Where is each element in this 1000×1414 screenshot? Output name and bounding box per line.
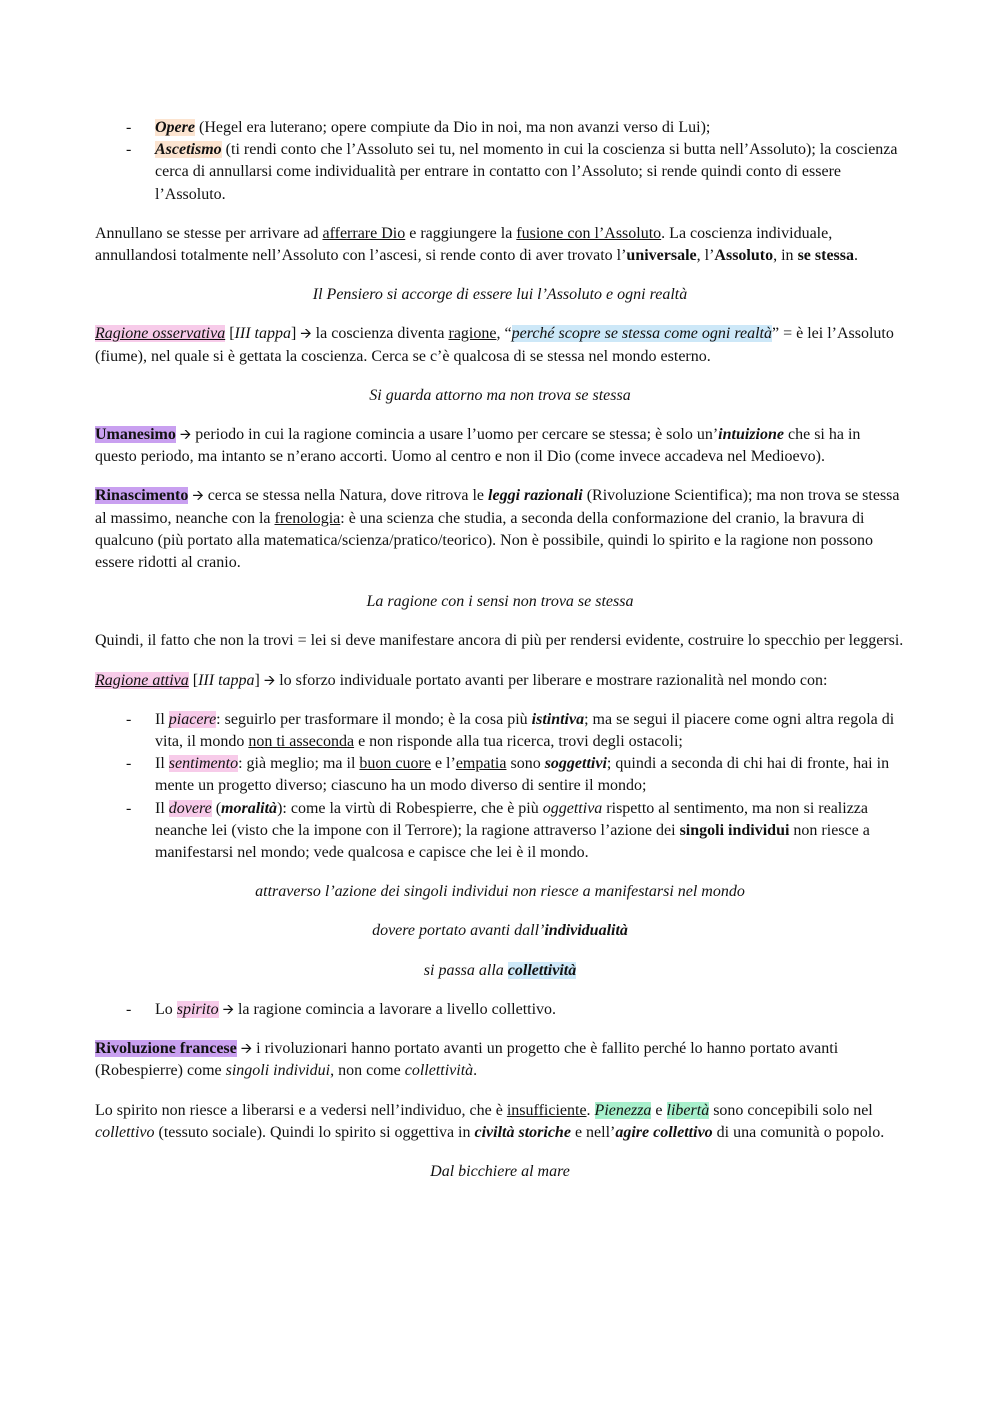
text: : già meglio; ma il <box>238 755 360 773</box>
arrow-right-icon: 🡪 <box>300 326 312 343</box>
text: cerca se stessa nella Natura, dove ritrova le <box>203 487 489 505</box>
list-item <box>155 999 905 1021</box>
centered-caption <box>95 920 905 942</box>
quote-highlight: perché scopre se stessa come ogni realtà <box>511 325 772 343</box>
paragraph-umanesimo <box>95 424 905 468</box>
italic-collettivita: collettività <box>404 1062 474 1080</box>
text: ” = è lei l’Assoluto (fiume), nel quale si è gettata la coscienza. Cerca se c’è qualcosa di se stessa nel mondo esterno. <box>95 325 894 365</box>
arrow-right-icon: 🡪 <box>240 1041 253 1058</box>
list-item <box>155 117 905 139</box>
text: ] <box>290 325 301 343</box>
tappa-label: III tappa <box>198 671 255 689</box>
text: e l’ <box>430 755 456 773</box>
text: [ <box>188 671 199 689</box>
underline-buon-cuore: buon cuore <box>359 755 431 773</box>
list-item <box>155 709 905 753</box>
centered-caption: La ragione con i sensi non trova se stessa <box>366 593 634 611</box>
term-ascetismo: Ascetismo <box>155 141 222 159</box>
tappa-label: III tappa <box>234 325 291 343</box>
term-pienezza: Pienezza <box>594 1101 652 1119</box>
term-rivoluzione-francese: Rivoluzione francese <box>95 1040 237 1058</box>
bold-universale: universale <box>626 247 697 265</box>
text: (Rivoluzione Scientifica); ma non trova se stessa al massimo, neanche con la <box>95 487 900 527</box>
underline-afferrare-dio: afferrare Dio <box>322 224 406 242</box>
text: rispetto al sentimento, ma non si realizza neanche lei (visto che la impone con il Terrore); la ragione attraverso l’azione dei <box>155 799 868 839</box>
text: Il <box>155 799 169 817</box>
paragraph-rivoluzione <box>95 1038 905 1082</box>
underline-insufficiente: insufficiente <box>506 1101 587 1119</box>
text: i rivoluzionari hanno portato avanti un progetto che è fallito perché lo hanno portato avanti (Robespierre) come <box>95 1040 839 1080</box>
text: ): come la virtù di Robespierre, che è più <box>277 799 543 817</box>
term-liberta: libertà <box>666 1101 710 1119</box>
text: . <box>586 1101 595 1119</box>
italic-oggettiva: oggettiva <box>542 799 603 817</box>
text: ; ma se segui il piacere come ogni altra regola di vita, il mondo <box>155 710 895 751</box>
text: periodo in cui la ragione comincia a usare l’uomo per cercare se stessa; è solo un’ <box>191 426 719 444</box>
text: di una comunità o popolo. <box>712 1123 885 1141</box>
text: Il <box>155 710 169 728</box>
text: Lo spirito non riesce a liberarsi e a vedersi nell’individuo, che è <box>95 1101 507 1119</box>
arrow-right-icon: 🡪 <box>179 427 192 444</box>
text: che si ha in questo periodo, ma intanto se n’erano accorti. Uomo al centro e non il Dio (come invece accadeva nel Medioevo). <box>95 426 861 466</box>
bold-italic-intuizione: intuizione <box>718 426 784 444</box>
text: e raggiungere la <box>405 224 517 242</box>
paragraph-ragione-attiva <box>95 670 905 692</box>
bold-assoluto: Assoluto <box>714 247 774 265</box>
arrow-right-icon: 🡪 <box>263 672 276 689</box>
term-rinascimento: Rinascimento <box>95 487 189 505</box>
text: ] <box>254 671 264 689</box>
bold-italic-istintiva: istintiva <box>531 710 585 728</box>
list-item <box>155 753 905 797</box>
bold-italic-agire-collettivo: agire collettivo <box>615 1123 713 1141</box>
list-item-text: (ti rendi conto che l’Assoluto sei tu, nel momento in cui la coscienza si butta nell’Assoluto); la coscienza cerca di annullarsi come individualità per entrare in contatto con l’Assoluto; si rende quindi conto di essere l’Assoluto. <box>155 141 898 203</box>
text: (tessuto sociale). Quindi lo spirito si oggettiva in <box>154 1123 475 1141</box>
text: : è una scienza che studia, a seconda della conformazione del cranio, la bravura di qualcuno (più portato alla matematica/scienza/pratico/teorico). Non è possibile, quindi lo spirito e la ragione non possono essere ridotti al cranio. <box>95 509 874 572</box>
paragraph-ragione-osservativa <box>95 323 905 367</box>
paragraph-spirito <box>95 1100 905 1144</box>
bold-italic-moralita: moralità <box>221 799 278 817</box>
arrow-right-icon: 🡪 <box>222 1001 234 1018</box>
underline-frenologia: frenologia <box>274 509 341 527</box>
text: si passa alla <box>423 961 508 979</box>
text: sono <box>506 755 545 773</box>
bold-italic-leggi-razionali: leggi razionali <box>488 487 583 505</box>
bold-italic-soggettivi: soggettivi <box>544 755 607 773</box>
text: , in <box>773 247 798 265</box>
term-opere: Opere <box>155 119 195 136</box>
text: e non risponde alla tua ricerca, trovi degli ostacoli; <box>354 733 683 751</box>
text: sono concepibili solo nel <box>709 1101 873 1119</box>
text: non riesce a manifestarsi nel mondo; vede qualcosa e capisce che lei è il mondo. <box>155 821 870 862</box>
bold-collettivita: collettività <box>507 961 577 979</box>
text: la coscienza diventa <box>311 325 449 343</box>
text: e <box>651 1101 667 1119</box>
bold-italic-civilta-storiche: civiltà storiche <box>474 1123 571 1141</box>
text: ; quindi a seconda di chi hai di fronte, hai in mente un progetto diverso; ciascuno ha un modo diverso di sentire il mondo; <box>155 755 890 795</box>
centered-caption: Dal bicchiere al mare <box>430 1162 570 1180</box>
underline-fusione: fusione con l’Assoluto <box>516 224 662 242</box>
text: . <box>854 247 858 265</box>
centered-caption: Il Pensiero si accorge di essere lui l’Assoluto e ogni realtà <box>312 286 688 304</box>
text: lo sforzo individuale portato avanti per liberare e mostrare razionalità nel mondo con: <box>275 671 828 689</box>
text: dovere portato avanti dall’ <box>372 922 545 940</box>
bold-individualita: individualità <box>544 922 628 940</box>
text: . La coscienza individuale, annullandosi totalmente nell’Assoluto con l’ascesi, si rende conto di aver trovato l’ <box>95 224 833 265</box>
text: la ragione comincia a lavorare a livello collettivo. <box>233 1000 557 1018</box>
underline-empatia: empatia <box>455 755 507 773</box>
centered-caption <box>95 960 905 982</box>
list-item-text: (Hegel era luterano; opere compiute da Dio in noi, ma non avanzi verso di Lui); <box>194 119 711 136</box>
term-sentimento: sentimento <box>168 755 239 773</box>
text: [ <box>225 325 235 343</box>
underline-non-ti-asseconda: non ti asseconda <box>248 733 355 751</box>
list-item <box>155 139 905 206</box>
underline-ragione: ragione <box>448 325 497 343</box>
text: Lo <box>155 1000 177 1018</box>
text: Annullano se stesse per arrivare ad <box>95 224 323 242</box>
term-umanesimo: Umanesimo <box>95 426 176 444</box>
bold-se-stessa: se stessa <box>797 247 854 265</box>
paragraph-annullano <box>95 223 905 267</box>
text: , “ <box>496 325 512 343</box>
term-spirito: spirito <box>176 1000 219 1018</box>
term-dovere: dovere <box>168 799 212 817</box>
list-piacere-sentimento-dovere <box>95 709 905 864</box>
text: , l’ <box>696 247 715 265</box>
text: : seguirlo per trasformare il mondo; è la cosa più <box>216 710 532 728</box>
bold-singoli-individui: singoli individui <box>679 821 790 839</box>
paragraph-quindi: Quindi, il fatto che non la trovi = lei si deve manifestare ancora di più per rendersi evidente, costruire lo specchio per leggersi. <box>95 632 904 650</box>
text: e nell’ <box>570 1123 616 1141</box>
italic-singoli-individui: singoli individui <box>225 1062 331 1080</box>
term-ragione-osservativa: Ragione osservativa <box>95 325 226 343</box>
text: , non come <box>330 1062 405 1080</box>
italic-collettivo: collettivo <box>95 1123 155 1141</box>
paragraph-rinascimento <box>95 485 905 574</box>
list-opere-ascetismo <box>95 117 905 206</box>
centered-caption: Si guarda attorno ma non trova se stessa <box>369 386 631 404</box>
text: Il <box>155 755 169 773</box>
list-item <box>155 798 905 865</box>
centered-caption: attraverso l’azione dei singoli individui non riesce a manifestarsi nel mondo <box>255 883 745 901</box>
term-ragione-attiva: Ragione attiva <box>95 671 189 689</box>
term-piacere: piacere <box>168 710 217 728</box>
text: . <box>473 1062 478 1080</box>
text: ( <box>211 799 222 817</box>
list-spirito <box>95 999 905 1021</box>
arrow-right-icon: 🡪 <box>192 488 204 505</box>
